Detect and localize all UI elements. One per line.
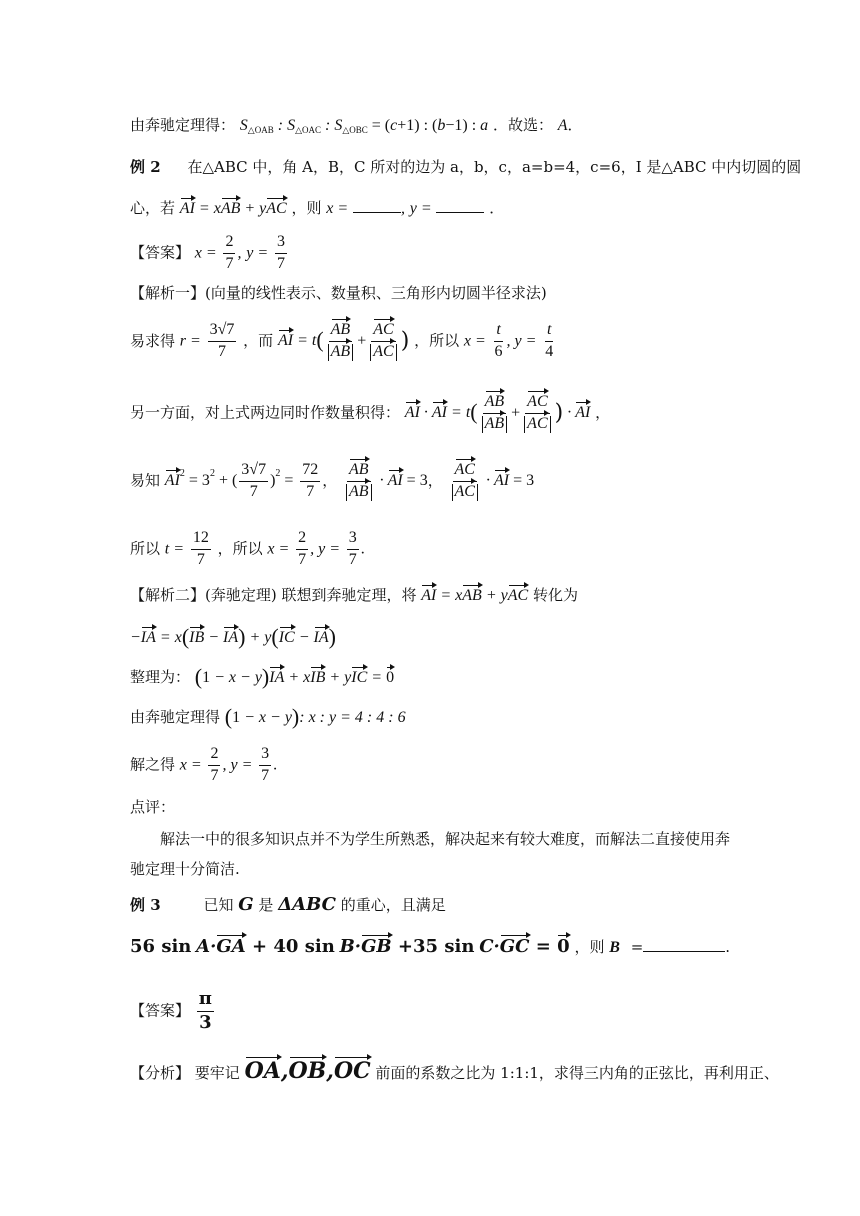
- example-2-line-2: 心，若 AI = xAB + yAC ，则 x = , y = ．: [130, 199, 505, 217]
- answer-choice: A: [557, 117, 568, 134]
- answer-2-line: 【答案】 x = $\frac{2}{7}$ , y = $\frac{3}{7}$: [130, 233, 285, 272]
- answer-blank-x[interactable]: [353, 200, 401, 213]
- example-text: 在△ABC 中，角 A，B，C 所对的边为 a，b，c，a=b=4，c=6，I 是△ABC 中内切圆的圆: [187, 158, 802, 176]
- solution-2-title: 【解析二】(奔驰定理) 联想到奔驰定理，将 AI = xAB + yAC 转化为: [130, 586, 578, 604]
- solution-2-equation-2: 整理为： (1 − x − y)IA + xIB + yIC = 0: [130, 664, 395, 689]
- solution-1-title: 【解析一】(向量的线性表示、数量积、三角形内切圆半径求法): [130, 284, 547, 302]
- line-text: 由奔驰定理得：: [130, 116, 236, 134]
- example-3-line-1: 例 3 已知 G 是 ΔABC 的重心，且满足: [130, 894, 446, 915]
- analysis-line: 【分析】 要牢记 OA,OB,OC 前面的系数之比为 1:1:1，求得三内角的正弦比，再利用正、: [130, 1058, 779, 1084]
- solution-1-line-1: 易求得 r = $\frac{3√7}{7}$ ，而 AI = t( $\frac{AB}{AB}$ + $\frac{AC}{AC}$ ) ，所以 x = $\frac{t}{6}$ , y = $\frac{t}{4}$: [130, 321, 554, 360]
- solution-2-ratio: 由奔驰定理得 (1 − x − y): x : y = 4 : 4 : 6: [130, 704, 406, 729]
- answer-blank-B[interactable]: [643, 939, 725, 952]
- answer-label: 【答案】: [130, 1001, 191, 1020]
- solution-1-line-4: 所以 t = $\frac{12}{7}$ ，所以 x = $\frac{2}{7}$ , y = $\frac{3}{7}$ .: [130, 529, 365, 568]
- example-label: 例 2: [130, 158, 161, 176]
- comment-label: 点评：: [130, 798, 176, 816]
- comment-text-2: 驰定理十分简洁.: [130, 860, 240, 878]
- comment-text-1: 解法一中的很多知识点并不为学生所熟悉，解决起来有较大难度，而解法二直接使用奔: [160, 830, 731, 848]
- benz-ratio-line: 由奔驰定理得： $S_{\triangle OAB}$ : $S_{\triangle OAC}$ : $S_{\triangle OBC} = (c+1)$ : (b−1) : a ．故选： A．: [130, 116, 583, 135]
- answer-3-line: 【答案】 $\frac{\pi}{3}$: [130, 988, 212, 1033]
- example-3-equation: 56 sin A·GA + 40 sin B·GB +35 sin C·GC = 0 ，则 B = .: [130, 936, 731, 957]
- vector-equation: AI = xAB + yAC: [179, 200, 287, 217]
- solution-1-line-2: 另一方面，对上式两边同时作数量积得： AI · AI = t( $\frac{AB}{AB}$ + $\frac{AC}{AC}$ ) · AI ，: [130, 393, 611, 432]
- solution-2-result: 解之得 x = $\frac{2}{7}$ , y = $\frac{3}{7}$ .: [130, 745, 278, 784]
- area-ratio-formula: $S_{\triangle OAB}$ : $S_{\triangle OAC}$ : $S_{\triangle OBC} = (c+1)$ : (b−1) : a: [239, 117, 489, 135]
- answer-label: 【答案】: [130, 243, 191, 262]
- answer-blank-y[interactable]: [436, 200, 484, 213]
- example-2-line-1: [130, 158, 802, 176]
- analysis-label: 【分析】: [130, 1064, 191, 1082]
- line-text: ．故选：: [492, 116, 553, 134]
- solution-1-line-3: 易知 $AI^2 = 3^2$ + ( $\frac{3√7}{7}$ )$^2$ = $\frac{72}{7}$ ， $\frac{AB}{AB}$ · AI = 3， $\frac{AC}{AC}$ · AI = 3: [130, 461, 535, 500]
- solution-2-equation-1: −IA = x(IB − IA) + y(IC − IA): [130, 624, 336, 649]
- example-label: 例 3: [130, 896, 161, 914]
